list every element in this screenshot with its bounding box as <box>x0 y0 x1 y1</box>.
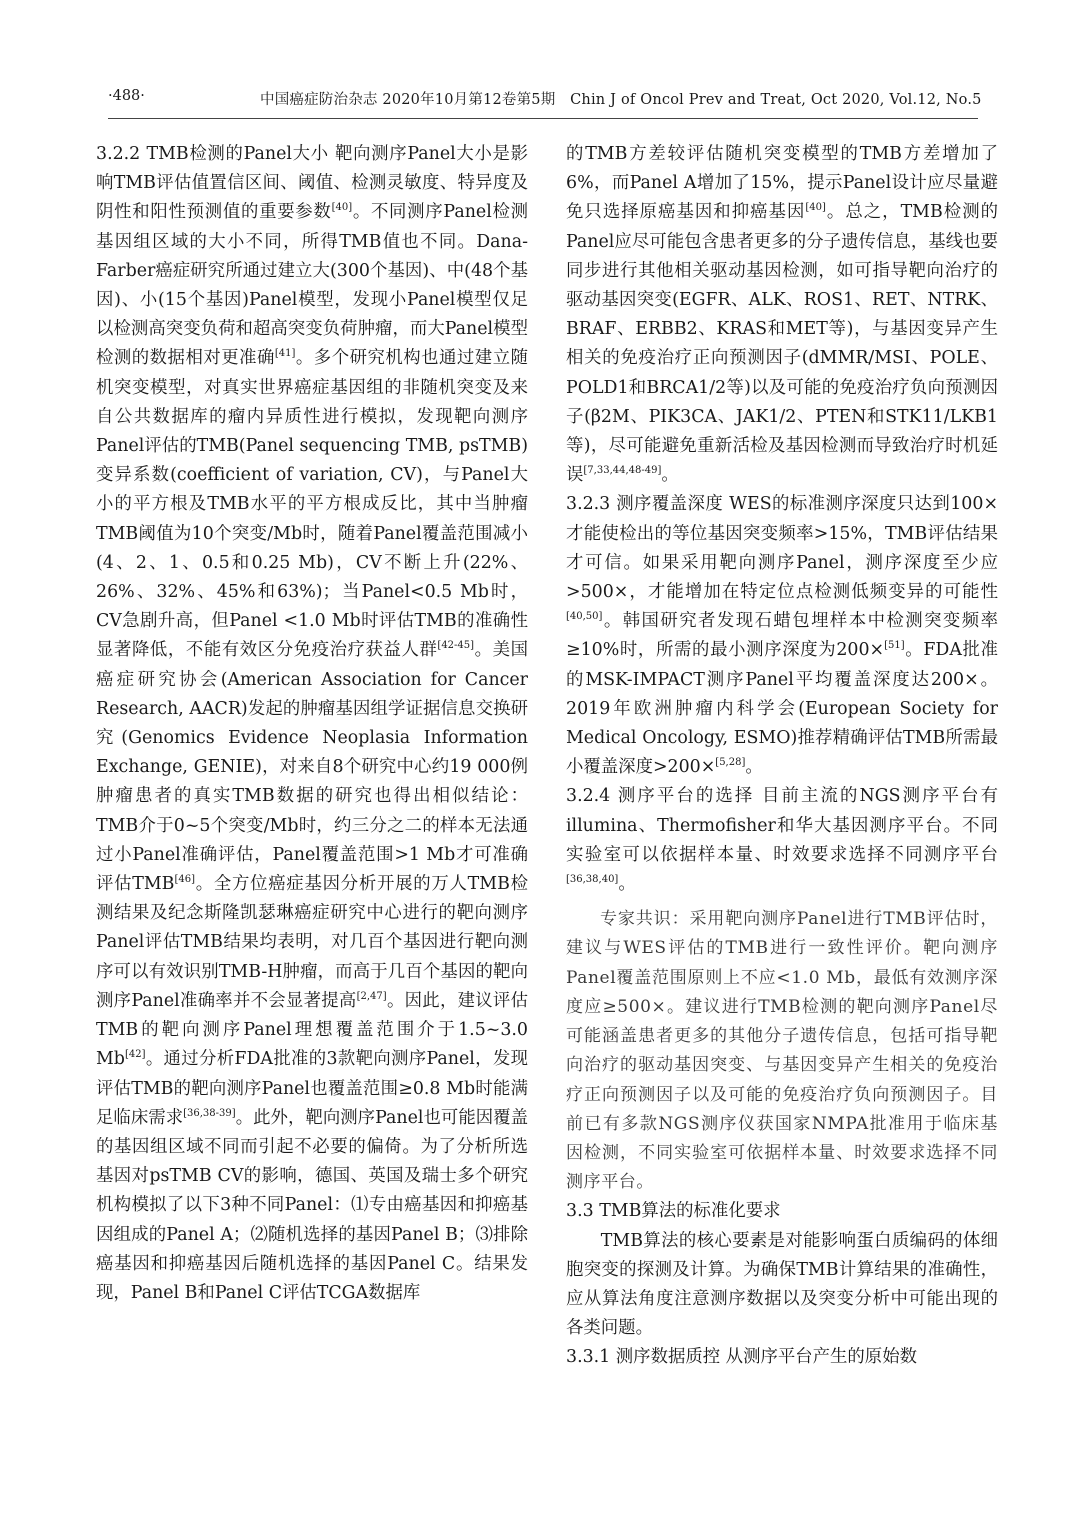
body-text: 。 <box>745 757 763 778</box>
citation[interactable]: [40] <box>805 202 826 214</box>
body-text: WES的标准测序深度只达到100×才能使检出的等位基因突变频率>15%，TMB评估结果才可信。如果采用靶向测序Panel，测序深度至少应>500×，才能增加在特定位点检测低频变异的可能性 <box>566 494 998 603</box>
body-text: 。FDA批准的MSK-IMPACT测序Panel平均覆盖深度达200×。2019年欧洲肿瘤内科学会(European Society for Medical Oncology, ESMO)推荐精确评估TMB所需最小覆盖深度>200× <box>566 640 998 778</box>
section-title: 测序平台的选择 <box>617 786 755 807</box>
section-3-2-3-paragraph <box>566 490 998 782</box>
citation[interactable]: [41] <box>274 348 296 360</box>
section-3-3-1-paragraph <box>566 1343 998 1372</box>
section-number: 3.3 <box>566 1201 594 1222</box>
expert-consensus: 专家共识：采用靶向测序Panel进行TMB评估时，建议与WES评估的TMB进行一致性评价。靶向测序Panel覆盖范围原则上不应<1.0 Mb，最低有效测序深度应≥500×。建议进行TMB检测的靶向测序Panel尽可能涵盖患者更多的其他分子遗传信息，包括可指导靶向治疗的驱动基因突变、与基因变异产生相关的免疫治疗正向预测因子以及可能的免疫治疗负向预测因子。目前已有多款NGS测序仪获国家NMPA批准用于临床基因检测，不同实验室可依据样本量、时效要求选择不同测序平台。 <box>566 909 998 1193</box>
left-column <box>96 140 528 1380</box>
citation[interactable]: [40] <box>331 202 353 214</box>
section-title: TMB算法的标准化要求 <box>599 1201 781 1222</box>
body-text: 。 <box>618 874 636 895</box>
citation[interactable]: [46] <box>174 874 195 886</box>
citation[interactable]: [36,38-39] <box>183 1107 236 1119</box>
continuation-paragraph <box>566 140 998 490</box>
citation[interactable]: [7,33,44,48-49] <box>583 465 662 477</box>
body-text: 。全方位癌症基因分析开展的万人TMB检测结果及纪念斯隆凯瑟琳癌症研究中心进行的靶向测序Panel评估TMB结果均表明，对几百个基因进行靶向测序可以有效识别TMB-H肿瘤，而高于几百个基因的靶向测序Panel准确率并不会显著提高 <box>96 874 528 1011</box>
journal-citation: 中国癌症防治杂志 2020年10月第12卷第5期 Chin J of Oncol Prev and Treat, Oct 2020, Vol.12, No.5 <box>260 92 982 108</box>
section-number: 3.2.4 <box>566 786 611 807</box>
body-text: 。多个研究机构也通过建立随机突变模型，对真实世界癌症基因组的非随机突变及来自公共数据库的瘤内异质性进行模拟，发现靶向测序Panel评估的TMB(Panel sequencing TMB, psTMB)变异系数(coefficient of variation, CV)，与Panel大小的平方根及TMB水平的平方根成反比，其中当肿瘤TMB阈值为10个突变/Mb时，随着Panel覆盖范围减小(4、2、1、0.5和0.25 Mb)，CV不断上升(22%、26%、32%、45%和63%)；当Panel<0.5 Mb时，CV急剧升高，但Panel <1.0 Mb时评估TMB的准确性显著降低，不能有效区分免疫治疗获益人群 <box>96 348 528 661</box>
body-text: 。总之，TMB检测的Panel应尽可能包含患者更多的分子遗传信息，基线也要同步进行其他相关驱动基因检测，如可指导靶向治疗的驱动基因突变(EGFR、ALK、ROS1、RET、NTRK、BRAF、ERBB2、KRAS和MET等)，与基因变异产生相关的免疫治疗正向预测因子(dMMR/MSI、POLE、POLD1和BRCA1/2等)以及可能的免疫治疗负向预测因子(β2M、PIK3CA、JAK1/2、PTEN和STK11/LKB1等)，尽可能避免重新活检及基因检测而导致治疗时机延误 <box>566 202 998 486</box>
body-text: 。因此，建议评估TMB的靶向测序Panel理想覆盖范围介于1.5~3.0 Mb <box>96 990 528 1070</box>
citation[interactable]: [51] <box>884 640 905 652</box>
body-text: 。 <box>661 465 679 486</box>
citation[interactable]: [40,50] <box>566 611 603 623</box>
section-title: TMB检测的Panel大小 <box>146 144 329 164</box>
section-number: 3.3.1 <box>566 1347 611 1368</box>
body-text: 。此外，靶向测序Panel也可能因覆盖的基因组区域不同而引起不必要的偏倚。为了分析所选基因对psTMB CV的影响，德国、英国及瑞士多个研究机构模拟了以下3种不同Panel：⑴专由癌基因和抑癌基因组成的Panel A；⑵随机选择的基因Panel B；⑶排除癌基因和抑癌基因后随机选择的基因Panel C。结果发现，Panel B和Panel C评估TCGA数据库 <box>96 1107 528 1303</box>
section-number: 3.2.3 <box>566 494 611 515</box>
section-3-2-4-paragraph <box>566 782 998 899</box>
citation[interactable]: [5,28] <box>715 757 746 769</box>
body-text: 靶向测序Panel大小是影响TMB评估值置信区间、阈值、检测灵敏度、特异度及阴性和阳性预测值的重要参数 <box>96 144 528 223</box>
citation[interactable]: [42-45] <box>437 640 475 652</box>
citation[interactable]: [42] <box>124 1049 146 1061</box>
body-text: 从测序平台产生的原始数 <box>725 1347 917 1368</box>
body-text: 。不同测序Panel检测基因组区域的大小不同，所得TMB值也不同。Dana-Farber癌症研究所通过建立大(300个基因)、中(48个基因)、小(15个基因)Panel模型，发现小Panel模型仅足以检测高突变负荷和超高突变负荷肿瘤，而大Panel模型检测的数据相对更准确 <box>96 202 528 369</box>
body-text: 。韩国研究者发现石蜡包埋样本中检测突变频率≥10%时，所需的最小测序深度为200× <box>566 611 998 661</box>
section-title: 测序覆盖深度 <box>616 494 724 515</box>
section-number: 3.2.2 <box>96 144 141 164</box>
body-text: 。美国癌症研究协会(American Association for Cancer Research, AACR)发起的肿瘤基因组学证据信息交换研究(Genomics Evidence Neoplasia Information Exchange, GENIE)，对来自8个研究中心约19 000例肿瘤患者的真实TMB数据的研究也得出相似结论：TMB介于0~5个突变/Mb时，约三分之二的样本无法通过小Panel准确评估，Panel覆盖范围>1 Mb才可准确评估TMB <box>96 640 528 895</box>
page-header <box>108 88 982 112</box>
section-title: 测序数据质控 <box>615 1347 721 1368</box>
page-number: ·488· <box>108 88 145 104</box>
header-rule <box>108 118 978 119</box>
section-3-2-2-paragraph <box>96 140 528 1308</box>
section-3-3-heading <box>566 1197 998 1226</box>
section-3-3-paragraph: TMB算法的核心要素是对能影响蛋白质编码的体细胞突变的探测及计算。为确保TMB计算结果的准确性，应从算法角度注意测序数据以及突变分析中可能出现的各类问题。 <box>566 1230 998 1339</box>
citation[interactable]: [36,38,40] <box>566 874 619 886</box>
right-column <box>566 140 998 1380</box>
body-text: 。通过分析FDA批准的3款靶向测序Panel，发现评估TMB的靶向测序Panel也覆盖范围≥0.8 Mb时能满足临床需求 <box>96 1049 528 1128</box>
citation[interactable]: [2,47] <box>356 991 387 1003</box>
body-text: 的TMB方差较评估随机突变模型的TMB方差增加了6%，而Panel A增加了15%，提示Panel设计应尽量避免只选择原癌基因和抑癌基因 <box>566 144 998 223</box>
body-text: 目前主流的NGS测序平台有illumina、Thermofisher和华大基因测序平台。不同实验室可以依据样本量、时效要求选择不同测序平台 <box>566 786 998 865</box>
